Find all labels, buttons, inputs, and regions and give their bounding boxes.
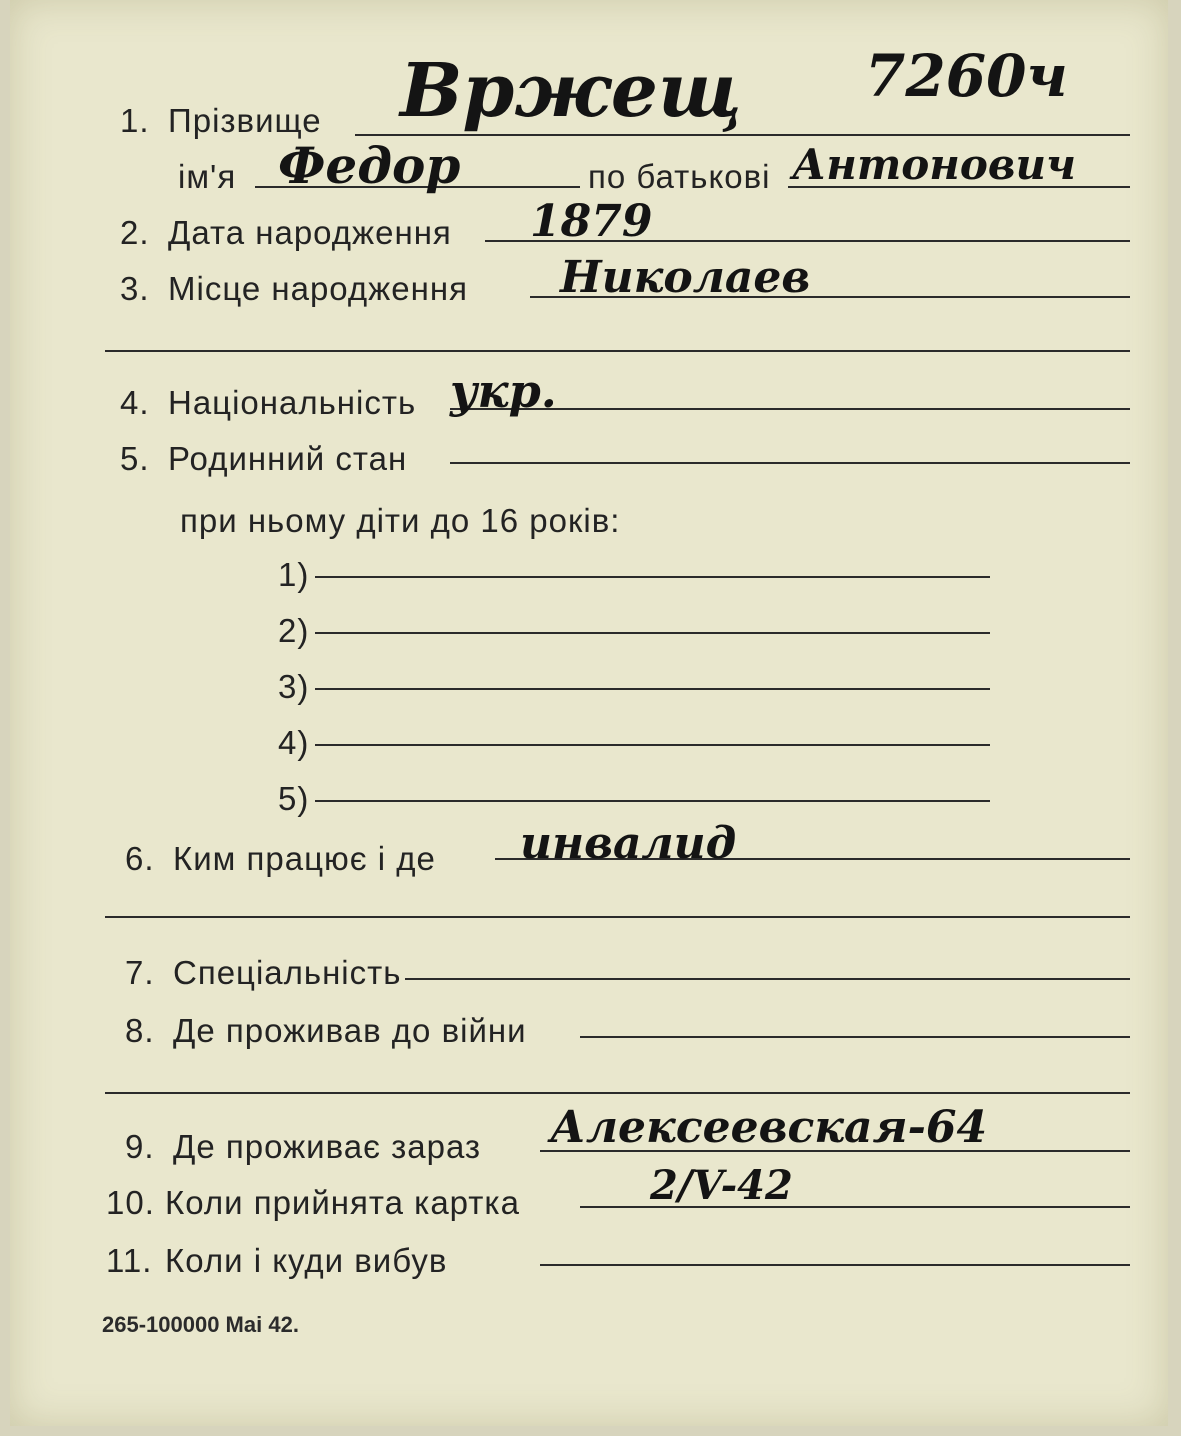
first-name-label: ім'я xyxy=(178,158,237,195)
child-row-number: 1) xyxy=(278,556,310,593)
nationality-label: Національність xyxy=(168,384,417,421)
marital-status-label: Родинний стан xyxy=(168,440,408,477)
current-residence-label: Де проживає зараз xyxy=(173,1128,482,1165)
card-number: 7260ч xyxy=(865,42,1068,110)
departure-number: 11. xyxy=(106,1242,153,1279)
marital-status-number: 5. xyxy=(120,440,150,477)
nationality-value[interactable]: укр. xyxy=(450,364,557,418)
current-residence-number: 9. xyxy=(125,1128,155,1165)
registration-card xyxy=(10,0,1168,1426)
occupation-value[interactable]: инвалид xyxy=(520,818,737,869)
departure-line xyxy=(540,1264,1130,1266)
nationality-number: 4. xyxy=(120,384,150,421)
first-name-value[interactable]: Федор xyxy=(278,136,461,195)
children-label: при ньому діти до 16 років: xyxy=(180,502,621,539)
birth-place-label: Місце народження xyxy=(168,270,468,307)
prewar-residence-label: Де проживав до війни xyxy=(173,1012,527,1049)
surname-value[interactable]: Вржещ xyxy=(400,48,742,134)
prewar-residence-line xyxy=(580,1036,1130,1038)
birth-date-number: 2. xyxy=(120,214,150,251)
prewar-residence-number: 8. xyxy=(125,1012,155,1049)
patronymic-value[interactable]: Антонович xyxy=(792,140,1077,189)
patronymic-label: по батькові xyxy=(588,158,771,195)
print-run-footer: 265-100000 Mai 42. xyxy=(102,1312,299,1337)
birth-place-value[interactable]: Николаев xyxy=(560,252,811,303)
specialty-line xyxy=(405,978,1130,980)
child-row-number: 3) xyxy=(278,668,310,705)
current-residence-value[interactable]: Алексеевская-64 xyxy=(550,1102,988,1153)
child-row-number: 4) xyxy=(278,724,310,761)
child-row-line xyxy=(315,688,990,690)
child-row-line xyxy=(315,744,990,746)
card-accepted-label: Коли прийнята картка xyxy=(165,1184,520,1221)
specialty-label: Спеціальність xyxy=(173,954,402,991)
specialty-number: 7. xyxy=(125,954,155,991)
card-accepted-value[interactable]: 2/V-42 xyxy=(650,1162,793,1209)
birth-date-label: Дата народження xyxy=(168,214,452,251)
occupation-line-2 xyxy=(105,916,1130,918)
birth-place-number: 3. xyxy=(120,270,150,307)
birth-date-value[interactable]: 1879 xyxy=(530,196,653,247)
child-row-line xyxy=(315,800,990,802)
child-row-line xyxy=(315,576,990,578)
surname-label: Прізвище xyxy=(168,102,322,139)
child-row-number: 2) xyxy=(278,612,310,649)
card-accepted-number: 10. xyxy=(106,1184,155,1221)
child-row-line xyxy=(315,632,990,634)
birth-place-line-2 xyxy=(105,350,1130,352)
occupation-number: 6. xyxy=(125,840,155,877)
occupation-label: Ким працює і де xyxy=(173,840,436,877)
departure-label: Коли і куди вибув xyxy=(165,1242,448,1279)
surname-number: 1. xyxy=(120,102,150,139)
prewar-residence-line-2 xyxy=(105,1092,1130,1094)
child-row-number: 5) xyxy=(278,780,310,817)
marital-status-line xyxy=(450,462,1130,464)
surname-line xyxy=(355,134,1130,136)
